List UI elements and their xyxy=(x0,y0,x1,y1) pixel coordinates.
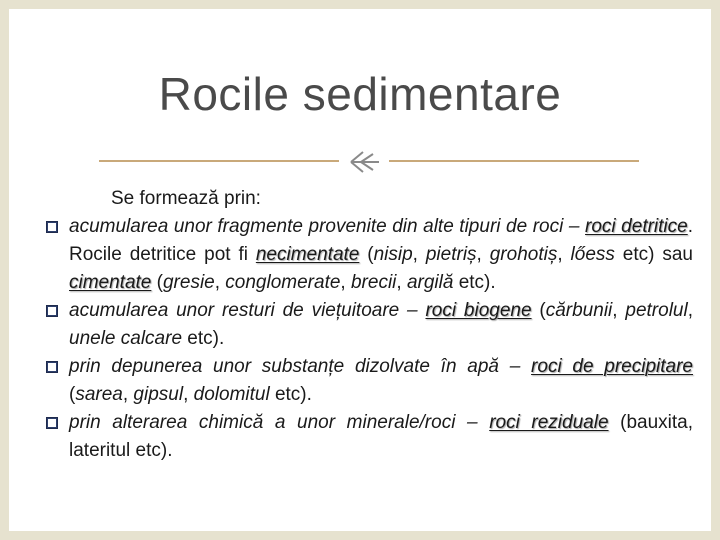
slide-title: Rocile sedimentare xyxy=(158,68,562,120)
text-segment: petrolul xyxy=(625,300,688,321)
divider-line-right xyxy=(389,160,639,162)
title-divider xyxy=(89,150,649,174)
text-segment: unele calcare xyxy=(69,328,183,349)
text-segment: , xyxy=(214,272,226,293)
text-segment: (bauxita, lateritul etc). xyxy=(69,412,694,461)
text-segment: necimentate xyxy=(255,244,360,265)
text-segment: dolomitul xyxy=(193,384,270,405)
bullet-list xyxy=(61,213,693,465)
text-segment: etc) sau xyxy=(614,244,693,265)
text-segment: argilă xyxy=(406,272,454,293)
text-segment: etc). xyxy=(269,384,312,405)
checkbox-square-icon xyxy=(46,361,58,373)
text-segment: ( xyxy=(151,272,163,293)
text-segment: roci biogene xyxy=(425,300,532,321)
text-segment: prin depunerea unor substanțe dizolvate în apă – xyxy=(69,356,532,377)
text-segment: etc). xyxy=(453,272,496,293)
flourish-ornament-icon xyxy=(347,148,383,174)
text-segment: , xyxy=(183,384,194,405)
text-segment: lőess xyxy=(570,244,615,265)
text-segment: pietriș xyxy=(425,244,477,265)
text-segment: roci reziduale xyxy=(489,412,609,433)
text-segment: , xyxy=(396,272,407,293)
text-segment: roci de precipitare xyxy=(531,356,693,377)
list-item xyxy=(61,409,693,465)
divider-line-left xyxy=(99,160,339,162)
text-segment: sarea xyxy=(75,384,123,405)
text-segment: cărbunii xyxy=(545,300,613,321)
text-segment: , xyxy=(412,244,426,265)
text-segment: gresie xyxy=(162,272,215,293)
list-item xyxy=(61,297,693,353)
text-segment: etc). xyxy=(182,328,225,349)
text-segment: , xyxy=(476,244,490,265)
list-item-text xyxy=(69,409,693,465)
slide-body xyxy=(61,185,693,465)
list-item-text xyxy=(69,213,693,297)
list-item xyxy=(61,353,693,409)
text-segment: conglomerate xyxy=(225,272,341,293)
text-segment: prin alterarea chimică a unor minerale/roci – xyxy=(69,412,490,433)
checkbox-square-icon xyxy=(46,417,58,429)
text-segment: grohotiș xyxy=(489,244,558,265)
list-item xyxy=(61,213,693,297)
text-segment: cimentate xyxy=(69,272,152,293)
text-segment: acumularea unor fragmente provenite din alte tipuri de roci – xyxy=(69,216,586,237)
text-segment: roci detritice xyxy=(585,216,688,237)
text-segment: , xyxy=(612,300,626,321)
list-item-text xyxy=(69,353,693,409)
text-segment: , xyxy=(687,300,693,321)
text-segment: gipsul xyxy=(133,384,184,405)
text-segment: ( xyxy=(531,300,546,321)
intro-text: Se formează prin: xyxy=(111,188,261,209)
text-segment: ( xyxy=(69,384,76,405)
checkbox-square-icon xyxy=(46,305,58,317)
list-item-text xyxy=(69,297,693,353)
text-segment: brecii xyxy=(350,272,397,293)
text-segment: nisip xyxy=(373,244,413,265)
text-segment: , xyxy=(340,272,351,293)
text-segment: , xyxy=(122,384,134,405)
checkbox-square-icon xyxy=(46,221,58,233)
text-segment: ( xyxy=(359,244,374,265)
text-segment: , xyxy=(557,244,571,265)
text-segment: acumularea unor resturi de viețuitoare – xyxy=(69,300,426,321)
text-segment: . Rocile detritice pot fi xyxy=(69,216,693,265)
